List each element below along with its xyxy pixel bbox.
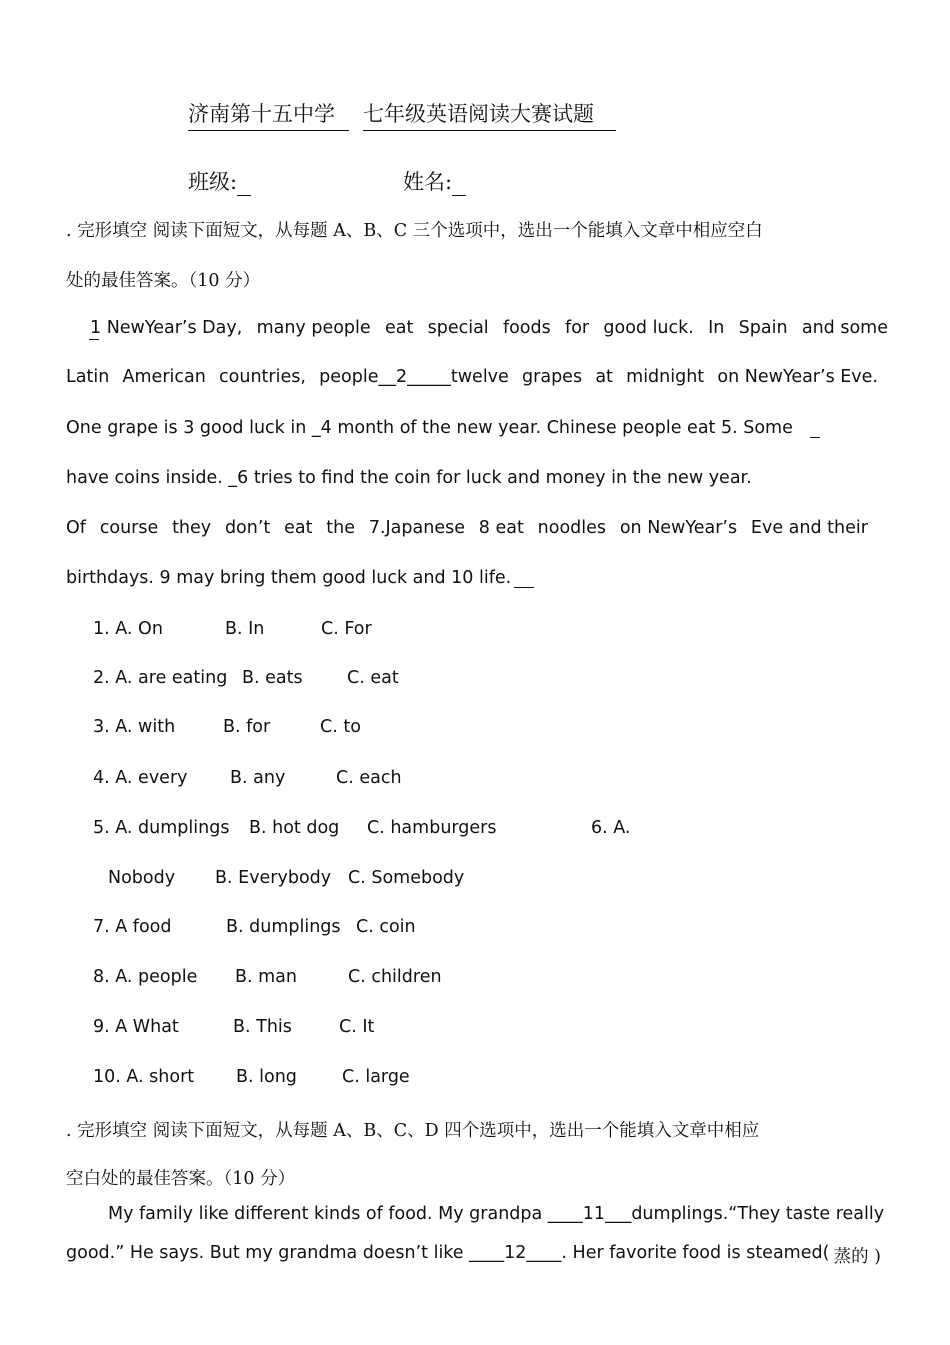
passage-line-1	[90, 318, 888, 338]
exam-name: 七年级英语阅读大赛试题	[363, 98, 616, 131]
class-field	[188, 166, 251, 196]
question-9-option-a: 9. A What	[93, 1017, 179, 1037]
name-field	[403, 166, 466, 196]
passage-segment: “They taste really	[728, 1204, 885, 1224]
section2-instruction-line1: . 完形填空 阅读下面短文，从每题 A、B、C、D 四个选项中，选出一个能填入文章中相应	[66, 1121, 760, 1141]
question-5-option-a: 5. A. dumplings	[93, 818, 230, 838]
passage-word: course	[99, 518, 159, 538]
passage-line-6: birthdays. 9 may bring them good luck and 10 life.	[66, 568, 512, 588]
passage-word: many people	[256, 318, 371, 338]
passage-word: Eve and their	[750, 518, 868, 538]
passage-word: noodles	[537, 518, 607, 538]
blank-underline-1	[89, 339, 99, 340]
question-7-option-c: C. coin	[356, 917, 416, 937]
exam-title	[188, 98, 616, 131]
question-6-option-b: B. Everybody	[215, 868, 332, 888]
passage-line-4: have coins inside. _6 tries to find the coin for luck and money in the new year.	[66, 468, 752, 488]
passage-word: eat	[384, 318, 414, 338]
question-7-option-a: 7. A food	[93, 917, 172, 937]
passage-word: they	[172, 518, 212, 538]
question-10-option-a: 10. A. short	[93, 1067, 195, 1087]
question-3-option-b: B. for	[223, 717, 271, 737]
passage-word: grapes	[522, 367, 583, 387]
passage-word: 8 eat	[478, 518, 524, 538]
passage-word: foods	[502, 318, 551, 338]
passage-word: on NewYear’s	[619, 518, 738, 538]
passage-word: at	[595, 367, 613, 387]
question-4-option-c: C. each	[336, 768, 402, 788]
passage-segment: good.” He says. But my grandma doesn’t like ____12____. Her favorite food is steamed(	[66, 1243, 830, 1263]
passage-word: 7.Japanese	[368, 518, 465, 538]
passage-segment: 蒸的 )	[833, 1247, 881, 1267]
school-name: 济南第十五中学	[188, 98, 349, 131]
passage-word: for	[565, 318, 590, 338]
blank-underline-10	[514, 587, 534, 588]
name-label: 姓名:	[403, 170, 453, 194]
section2-passage-line-2	[66, 1243, 881, 1268]
question-5-option-b: B. hot dog	[249, 818, 340, 838]
question-1-option-a: 1. A. On	[93, 619, 163, 639]
section1-instruction-line1: . 完形填空 阅读下面短文，从每题 A、B、C 三个选项中，选出一个能填入文章中相应空白	[66, 221, 763, 241]
question-9-option-c: C. It	[339, 1017, 375, 1037]
passage-line-5	[66, 518, 868, 538]
question-6-number: 6. A.	[591, 818, 631, 838]
section2-instruction-line2: 空白处的最佳答案。（10 分）	[66, 1169, 296, 1189]
class-blank	[237, 173, 251, 196]
passage-word: countries,	[219, 367, 306, 387]
passage-word: don’t	[224, 518, 271, 538]
question-2-option-c: C. eat	[347, 668, 399, 688]
question-8-option-b: B. man	[235, 967, 297, 987]
passage-word: good luck.	[603, 318, 694, 338]
question-8-option-a: 8. A. people	[93, 967, 198, 987]
question-10-option-c: C. large	[342, 1067, 410, 1087]
passage-word: 1 NewYear’s Day,	[90, 318, 243, 338]
question-7-option-b: B. dumplings	[226, 917, 341, 937]
passage-word: special	[427, 318, 489, 338]
class-label: 班级:	[188, 170, 238, 194]
passage-word: American	[122, 367, 206, 387]
question-4-option-b: B. any	[230, 768, 286, 788]
question-6-option-a: Nobody	[108, 868, 176, 888]
question-2-option-b: B. eats	[242, 668, 303, 688]
question-5-option-c: C. hamburgers	[367, 818, 497, 838]
question-8-option-c: C. children	[348, 967, 442, 987]
passage-word: eat	[284, 518, 313, 538]
passage-segment: My family like different kinds of food. My grandpa ____11___dumplings.	[108, 1204, 729, 1224]
question-4-option-a: 4. A. every	[93, 768, 188, 788]
question-6-option-c: C. Somebody	[348, 868, 465, 888]
passage-line-2	[66, 367, 878, 387]
section2-passage-line-1	[108, 1204, 885, 1224]
blank-underline-5	[810, 437, 820, 438]
question-9-option-b: B. This	[233, 1017, 292, 1037]
passage-word: people__2_____twelve	[319, 367, 509, 387]
question-10-option-b: B. long	[236, 1067, 297, 1087]
question-3-option-c: C. to	[320, 717, 361, 737]
passage-word: on NewYear’s Eve.	[717, 367, 878, 387]
passage-line-3: One grape is 3 good luck in _4 month of the new year. Chinese people eat 5. Some	[66, 418, 793, 438]
question-2-option-a: 2. A. are eating	[93, 668, 228, 688]
section1-instruction-line2: 处的最佳答案。（10 分）	[66, 271, 261, 291]
passage-word: Spain	[738, 318, 788, 338]
question-1-option-c: C. For	[321, 619, 372, 639]
passage-word: midnight	[626, 367, 705, 387]
passage-word: In	[708, 318, 725, 338]
passage-word: and some	[801, 318, 888, 338]
passage-word: Of	[66, 518, 86, 538]
question-1-option-b: B. In	[225, 619, 265, 639]
name-blank	[452, 173, 466, 196]
passage-word: Latin	[66, 367, 110, 387]
passage-word: the	[326, 518, 356, 538]
question-3-option-a: 3. A. with	[93, 717, 176, 737]
